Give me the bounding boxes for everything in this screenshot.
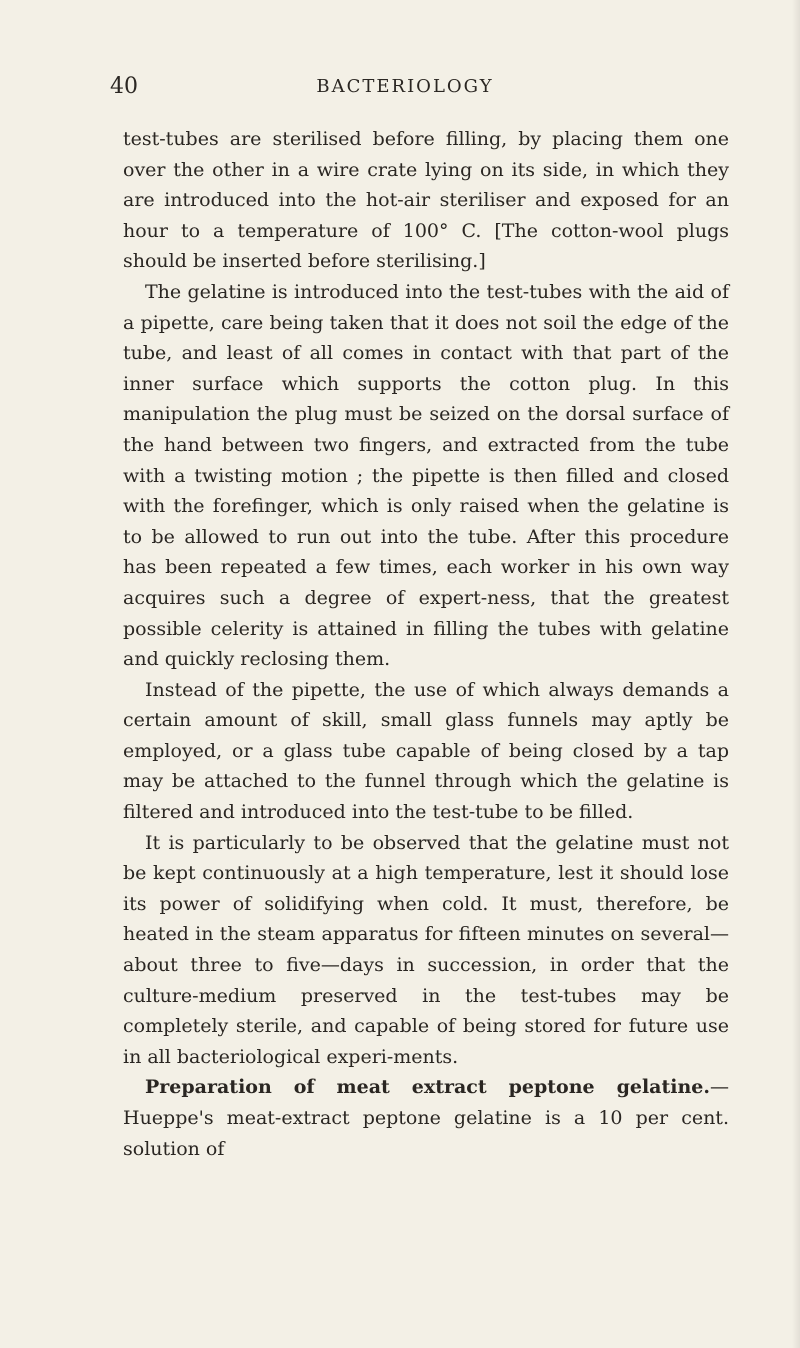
paragraph-temperature-warning: It is particularly to be observed that the gelatine must not be kept continuously at a high temperature, lest it should lose its power of solidifying when cold. It must, therefore, be heated in the steam apparatus for fifteen minutes on several—about three to five—days in succession, in order that the culture-medium preserved in the test-tubes may be completely sterile, and capable of being stored for future use in all bacteriological experi-ments. [123,831,729,1068]
run-in-heading: Preparation of meat extract peptone gelatine. [145,1076,710,1099]
paragraph-preparation [123,1072,729,1164]
paragraph-gelatine-pipette: The gelatine is introduced into the test-tubes with the aid of a pipette, care being taken that it does not soil the edge of the tube, and least of all comes in contact with that part of the inner surface which supports the cotton plug. In this manipulation the plug must be seized on the dorsal surface of the hand between two fingers, and extracted from the tube with a twisting motion ; the pipette is then filled and closed with the forefinger, which is only raised when the gelatine is to be allowed to run out into the tube. After this procedure has been repeated a few times, each worker in his own way acquires such a degree of expert-ness, that the greatest possible celerity is attained in filling the tubes with gelatine and quickly reclosing them. [123,280,729,671]
paragraph-glass-funnels: Instead of the pipette, the use of which always demands a certain amount of skill, small glass funnels may aptly be employed, or a glass tube capable of being closed by a tap may be attached to the funnel through which the gelatine is filtered and introduced into the test-tube to be filled. [123,678,729,824]
body-text [123,124,729,1164]
paragraph-preparation-text: —Hueppe's meat-extract peptone gelatine is a 10 per cent. solution of [123,1076,729,1160]
page-edge-shadow [792,0,800,1348]
running-head [110,72,700,102]
running-title: BACTERIOLOGY [316,76,494,97]
paragraph-continuation: test-tubes are sterilised before filling, by placing them one over the other in a wire crate lying on its side, in which they are introduced into the hot-air steriliser and exposed for an hour to a temperature of 100° C. [The cotton-wool plugs should be inserted before sterilising.] [123,128,729,273]
page-number: 40 [110,74,138,99]
